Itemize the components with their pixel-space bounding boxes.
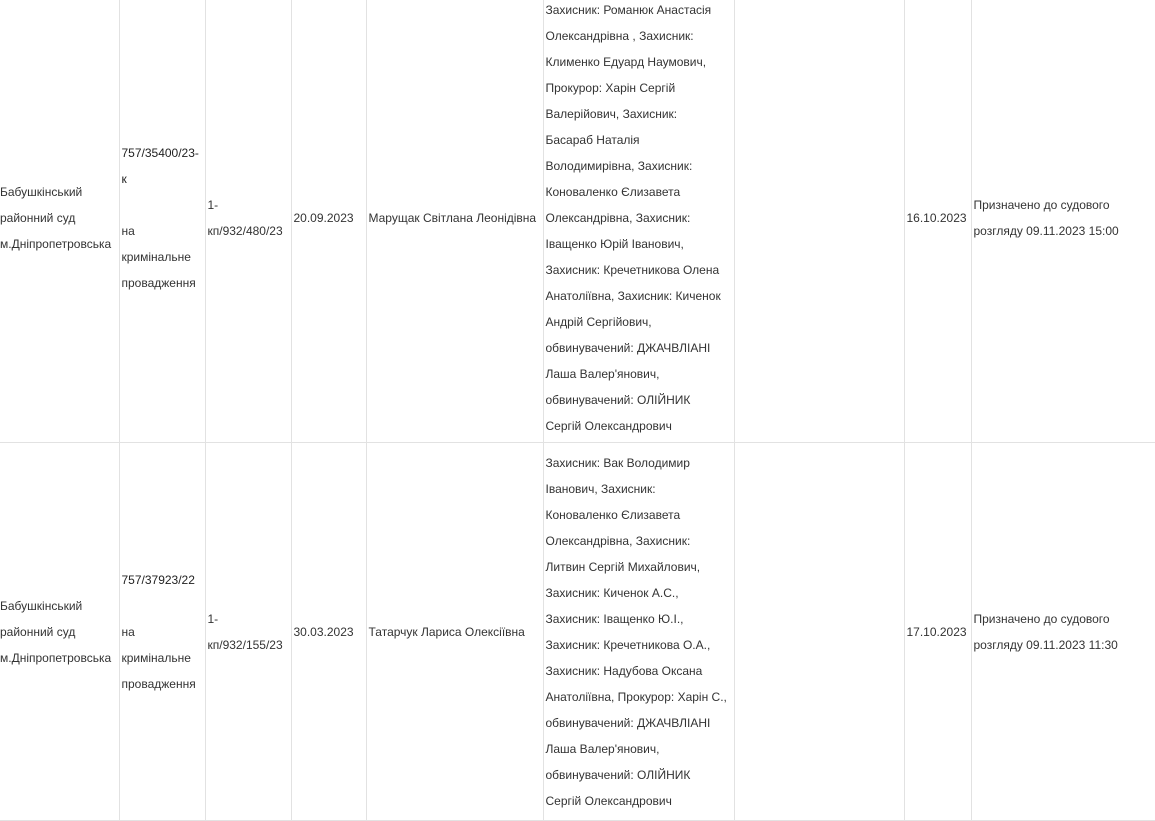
participant-line: обвинувачений: ОЛІЙНИК bbox=[545, 767, 691, 782]
participant-line: Коноваленко Єлизавета bbox=[545, 184, 681, 199]
status-cell bbox=[971, 443, 1155, 821]
participants-cell bbox=[543, 443, 734, 821]
registered-date-cell: 30.03.2023 bbox=[291, 443, 366, 821]
participant-line: Олександрівна, Захисник: bbox=[545, 533, 691, 548]
participant-line: Литвин Сергій Михайлович, bbox=[545, 559, 701, 574]
table-row bbox=[0, 443, 1155, 821]
proceeding-number-line: кп/932/155/23 bbox=[207, 637, 283, 652]
court-name-cell bbox=[0, 443, 119, 821]
status-line: Призначено до судового bbox=[973, 197, 1110, 212]
participant-line: Захисник: Іващенко Ю.І., bbox=[545, 611, 684, 626]
case-number-line[interactable]: 757/35400/23- bbox=[121, 145, 199, 160]
participant-line: обвинувачений: ОЛІЙНИК bbox=[545, 392, 691, 407]
court-name-line: м.Дніпропетровська bbox=[0, 236, 112, 251]
status-cell bbox=[971, 0, 1155, 443]
participant-line: Анатоліївна, Захисник: Киченок bbox=[545, 288, 721, 303]
case-type-line: кримінальне bbox=[121, 650, 191, 665]
category-cell bbox=[734, 443, 904, 821]
court-name-line: Бабушкінський bbox=[0, 184, 83, 199]
participant-line: Лаша Валер'янович, bbox=[545, 741, 660, 756]
participant-line: Захисник: Кречетникова О.А., bbox=[545, 637, 711, 652]
case-number-line[interactable]: к bbox=[121, 171, 127, 186]
participant-line: Іванович, Захисник: bbox=[545, 481, 656, 496]
case-number-cell bbox=[119, 0, 205, 443]
judge-cell: Марущак Світлана Леонідівна bbox=[366, 0, 543, 443]
status-line: розгляду 09.11.2023 15:00 bbox=[973, 223, 1119, 238]
participant-line: Захисник: Кречетникова Олена bbox=[545, 262, 720, 277]
case-type-line: на bbox=[121, 223, 135, 238]
status-line: Призначено до судового bbox=[973, 611, 1110, 626]
participant-line: Захисник: Вак Володимир bbox=[545, 455, 690, 470]
decision-date-cell: 16.10.2023 bbox=[904, 0, 971, 443]
case-type-line: провадження bbox=[121, 275, 196, 290]
case-type-line: кримінальне bbox=[121, 249, 191, 264]
participant-line: Сергій Олександрович bbox=[545, 418, 672, 433]
proceeding-number-line: 1- bbox=[207, 197, 219, 212]
court-name-line: районний суд bbox=[0, 210, 76, 225]
participant-line: Прокурор: Харін Сергій bbox=[545, 80, 676, 95]
case-number-cell bbox=[119, 443, 205, 821]
proceeding-number-line: 1- bbox=[207, 611, 219, 626]
participant-line: Захисник: Романюк Анастасія bbox=[545, 2, 712, 17]
participant-line: Іващенко Юрій Іванович, bbox=[545, 236, 684, 251]
participant-line: Олександрівна, Захисник: bbox=[545, 210, 691, 225]
case-number-line[interactable]: 757/37923/22 bbox=[121, 572, 195, 587]
participant-line: Клименко Едуард Наумович, bbox=[545, 54, 707, 69]
participant-line: обвинувачений: ДЖАЧВЛІАНІ bbox=[545, 715, 711, 730]
status-line: розгляду 09.11.2023 11:30 bbox=[973, 637, 1118, 652]
participant-line: Володимирівна, Захисник: bbox=[545, 158, 693, 173]
participant-line: Олександрівна , Захисник: bbox=[545, 28, 694, 43]
judge-cell: Татарчук Лариса Олексіївна bbox=[366, 443, 543, 821]
participant-line: Сергій Олександрович bbox=[545, 793, 672, 808]
case-type-line: на bbox=[121, 624, 135, 639]
participant-line: Лаша Валер'янович, bbox=[545, 366, 660, 381]
case-type-line: провадження bbox=[121, 676, 196, 691]
court-name-cell bbox=[0, 0, 119, 443]
participant-line: Захисник: Надубова Оксана bbox=[545, 663, 703, 678]
spacer bbox=[122, 593, 203, 619]
participant-line: Коноваленко Єлизавета bbox=[545, 507, 681, 522]
proceeding-number-cell bbox=[205, 0, 291, 443]
court-name-line: Бабушкінський bbox=[0, 598, 83, 613]
participant-line: Захисник: Киченок А.С., bbox=[545, 585, 679, 600]
decision-date-cell: 17.10.2023 bbox=[904, 443, 971, 821]
participant-line: Валерійович, Захисник: bbox=[545, 106, 678, 121]
participant-line: Андрій Сергійович, bbox=[545, 314, 652, 329]
participant-line: Басараб Наталія bbox=[545, 132, 640, 147]
registered-date-cell: 20.09.2023 bbox=[291, 0, 366, 443]
court-name-line: районний суд bbox=[0, 624, 76, 639]
participant-line: обвинувачений: ДЖАЧВЛІАНІ bbox=[545, 340, 711, 355]
proceeding-number-line: кп/932/480/23 bbox=[207, 223, 283, 238]
participants-cell bbox=[543, 0, 734, 443]
category-cell bbox=[734, 0, 904, 443]
court-name-line: м.Дніпропетровська bbox=[0, 650, 112, 665]
spacer bbox=[122, 192, 203, 218]
proceeding-number-cell bbox=[205, 443, 291, 821]
participant-line: Анатоліївна, Прокурор: Харін С., bbox=[545, 689, 727, 704]
